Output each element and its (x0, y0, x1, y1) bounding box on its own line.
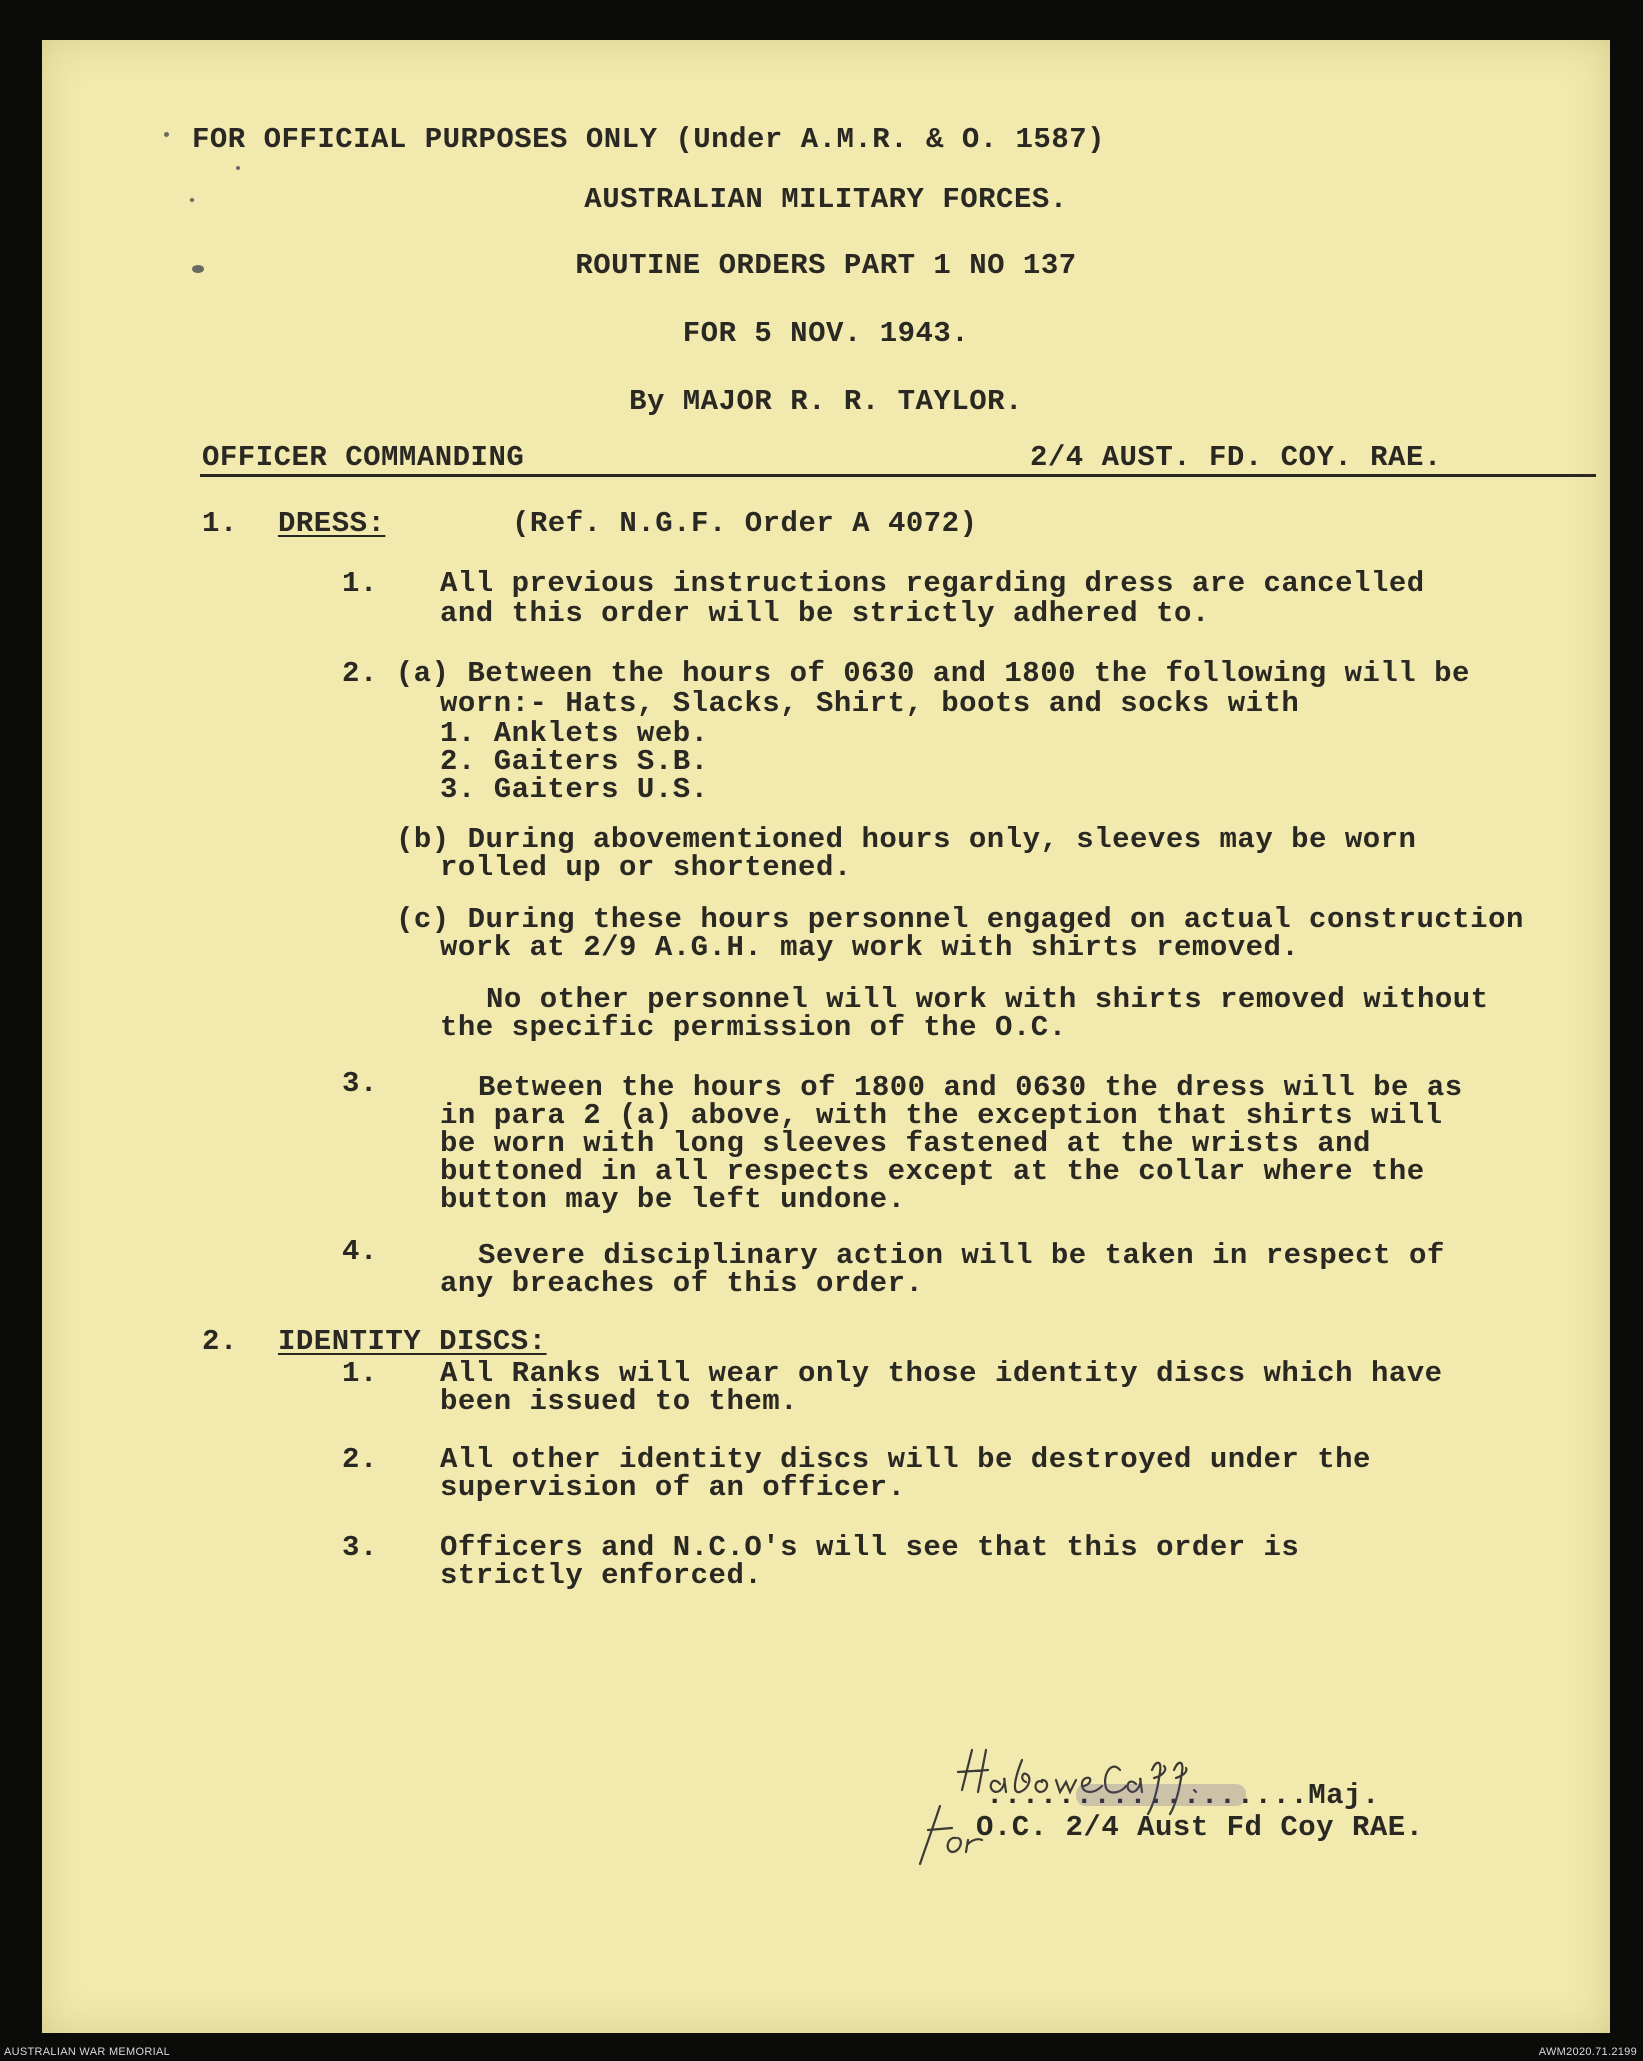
stamp-smudge (1076, 1784, 1246, 1806)
officer-commanding-label: OFFICER COMMANDING (202, 441, 525, 474)
signature-dots-line: ..................Maj. (986, 1779, 1380, 1812)
para-text: buttoned in all respects except at the collar where the (440, 1155, 1425, 1188)
section-heading-dress: DRESS: (278, 507, 386, 540)
section-heading-identity: IDENTITY DISCS: (278, 1325, 547, 1358)
para-text: work at 2/9 A.G.H. may work with shirts removed. (440, 931, 1300, 964)
para-text: All other identity discs will be destroyed under the (440, 1443, 1371, 1476)
para-text: Severe disciplinary action will be taken in respect of (478, 1239, 1445, 1272)
para-number: 3. (342, 1067, 378, 1100)
issuing-officer: By MAJOR R. R. TAYLOR. (629, 385, 1023, 418)
routine-orders-title: ROUTINE ORDERS PART 1 NO 137 (575, 249, 1077, 282)
para-text: in para 2 (a) above, with the exception that shirts will (440, 1099, 1443, 1132)
para-number: 3. (342, 1531, 378, 1564)
classification-line: FOR OFFICIAL PURPOSES ONLY (Under A.M.R. & O. 1587) (192, 123, 1106, 156)
list-item: 2. Gaiters S.B. (440, 745, 709, 778)
para-text: the specific permission of the O.C. (440, 1011, 1067, 1044)
para-text: strictly enforced. (440, 1559, 763, 1592)
handwritten-for-mark (912, 1800, 992, 1870)
para-text: All previous instructions regarding dress are cancelled (440, 567, 1425, 600)
para-text: worn:- Hats, Slacks, Shirt, boots and socks with (440, 687, 1300, 720)
para-number: 2. (342, 1443, 378, 1476)
para-text: Between the hours of 1800 and 0630 the dress will be as (478, 1071, 1463, 1104)
archive-footer-right: AWM2020.71.2199 (1538, 2046, 1637, 2058)
section-number: 2. (202, 1325, 238, 1358)
section-number: 1. (202, 507, 238, 540)
para-number: 4. (342, 1235, 378, 1268)
para-text: been issued to them. (440, 1385, 799, 1418)
para-text: 2. (a) Between the hours of 0630 and 1800 the following will be (342, 657, 1470, 690)
para-number: 1. (342, 567, 378, 600)
list-item: 3. Gaiters U.S. (440, 773, 709, 806)
header-rule (200, 474, 1596, 477)
paper-speck (236, 166, 240, 170)
forces-title: AUSTRALIAN MILITARY FORCES. (584, 183, 1068, 216)
para-text: rolled up or shortened. (440, 851, 852, 884)
para-text: (c) During these hours personnel engaged on actual construction (396, 903, 1524, 936)
signatory-title: O.C. 2/4 Aust Fd Coy RAE. (976, 1811, 1424, 1844)
unit-label: 2/4 AUST. FD. COY. RAE. (1030, 441, 1442, 474)
order-date: FOR 5 NOV. 1943. (682, 317, 970, 350)
para-text: any breaches of this order. (440, 1267, 924, 1300)
para-text: be worn with long sleeves fastened at the wrists and (440, 1127, 1371, 1160)
para-number: 1. (342, 1357, 378, 1390)
para-text: (b) During abovementioned hours only, sleeves may be worn (396, 823, 1417, 856)
para-text: Officers and N.C.O's will see that this order is (440, 1531, 1300, 1564)
para-text: and this order will be strictly adhered to. (440, 597, 1210, 630)
document-page (42, 40, 1610, 2033)
paper-speck (164, 132, 169, 137)
dress-reference: (Ref. N.G.F. Order A 4072) (512, 507, 978, 540)
para-text: No other personnel will work with shirts removed without (486, 983, 1489, 1016)
archive-footer-left: AUSTRALIAN WAR MEMORIAL (4, 2046, 171, 2058)
para-text: All Ranks will wear only those identity discs which have (440, 1357, 1443, 1390)
para-text: supervision of an officer. (440, 1471, 906, 1504)
list-item: 1. Anklets web. (440, 717, 709, 750)
para-text: button may be left undone. (440, 1183, 906, 1216)
